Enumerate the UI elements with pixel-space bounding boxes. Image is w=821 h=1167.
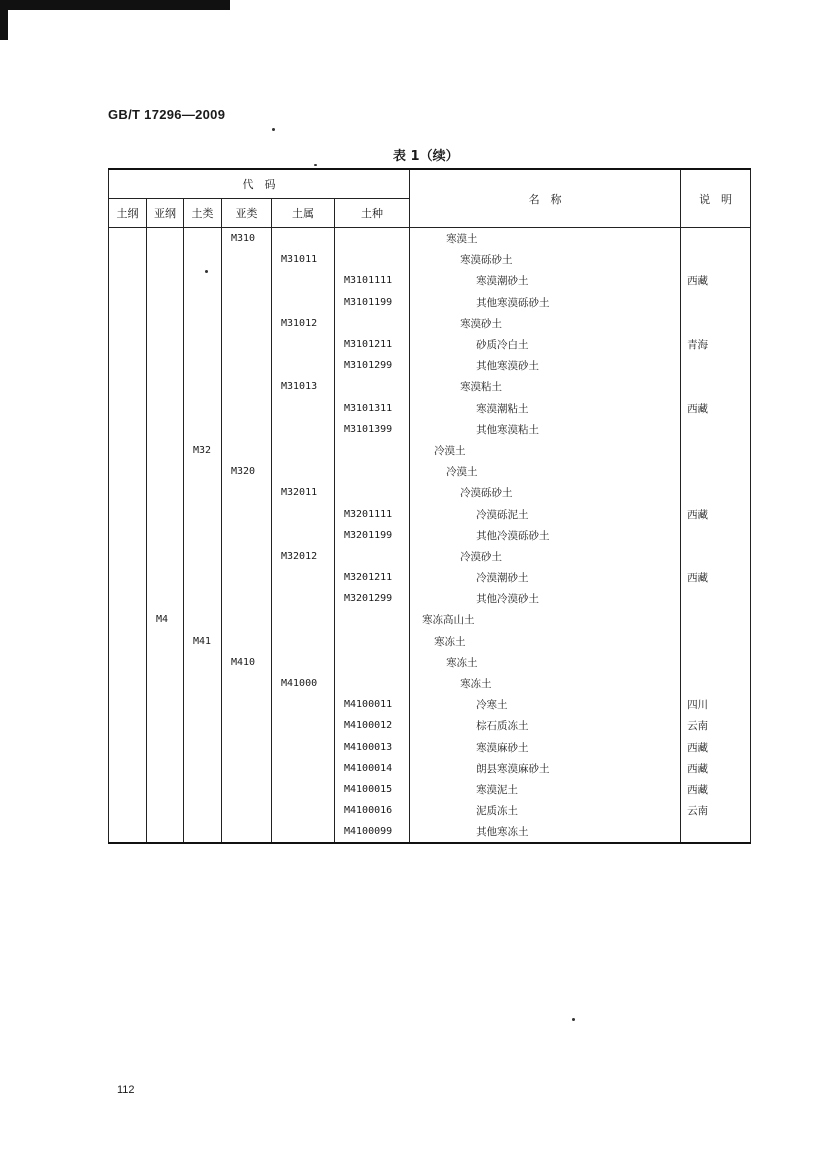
soil-name: 其他寒漠粘土 — [410, 419, 681, 440]
table-row — [109, 673, 751, 694]
code-suborder — [147, 249, 184, 270]
soil-name: 其他寒冻土 — [410, 821, 681, 843]
code-order — [109, 821, 147, 843]
code-suborder — [147, 652, 184, 673]
code-suborder — [147, 821, 184, 843]
code-species — [335, 376, 410, 397]
code-family — [272, 525, 335, 546]
code-suborder — [147, 737, 184, 758]
code-subgroup — [222, 270, 272, 291]
note-region — [681, 292, 751, 313]
code-group — [184, 292, 222, 313]
code-family — [272, 737, 335, 758]
code-species — [335, 440, 410, 461]
table-row — [109, 546, 751, 567]
code-family — [272, 758, 335, 779]
note-region — [681, 673, 751, 694]
note-region: 四川 — [681, 694, 751, 715]
code-order — [109, 567, 147, 588]
code-subgroup — [222, 567, 272, 588]
note-region — [681, 546, 751, 567]
column-header-subgroup: 亚类 — [222, 199, 272, 228]
code-subgroup — [222, 292, 272, 313]
code-species — [335, 461, 410, 482]
soil-name: 冷漠潮砂土 — [410, 567, 681, 588]
code-group — [184, 715, 222, 736]
code-order — [109, 609, 147, 630]
soil-name: 冷漠土 — [410, 440, 681, 461]
note-region: 西藏 — [681, 737, 751, 758]
note-region — [681, 376, 751, 397]
table-row — [109, 355, 751, 376]
code-species: M3101399 — [335, 419, 410, 440]
code-subgroup — [222, 673, 272, 694]
code-suborder: M4 — [147, 609, 184, 630]
note-region: 西藏 — [681, 779, 751, 800]
name-column-header: 名 称 — [410, 169, 681, 228]
code-suborder — [147, 715, 184, 736]
table-row — [109, 800, 751, 821]
code-order — [109, 270, 147, 291]
code-order — [109, 737, 147, 758]
code-subgroup — [222, 355, 272, 376]
soil-name: 寒漠土 — [410, 228, 681, 250]
code-subgroup — [222, 546, 272, 567]
scan-edge-mark — [0, 0, 230, 10]
note-region: 西藏 — [681, 270, 751, 291]
code-family — [272, 588, 335, 609]
code-order — [109, 334, 147, 355]
code-suborder — [147, 398, 184, 419]
note-region — [681, 313, 751, 334]
standard-number: GB/T 17296—2009 — [108, 107, 226, 122]
code-suborder — [147, 461, 184, 482]
table-row — [109, 525, 751, 546]
table-row — [109, 398, 751, 419]
code-suborder — [147, 525, 184, 546]
soil-name: 寒冻土 — [410, 652, 681, 673]
column-header-family: 土属 — [272, 199, 335, 228]
code-group — [184, 249, 222, 270]
table-row — [109, 758, 751, 779]
code-species — [335, 313, 410, 334]
code-species: M4100014 — [335, 758, 410, 779]
code-suborder — [147, 270, 184, 291]
soil-name: 其他冷漠砂土 — [410, 588, 681, 609]
code-species: M3201111 — [335, 503, 410, 524]
code-suborder — [147, 546, 184, 567]
code-suborder — [147, 694, 184, 715]
code-family — [272, 270, 335, 291]
table-row — [109, 567, 751, 588]
code-group — [184, 482, 222, 503]
code-order — [109, 652, 147, 673]
note-region — [681, 249, 751, 270]
table-caption: 表 1（续） — [393, 149, 459, 164]
note-region: 西藏 — [681, 503, 751, 524]
code-species: M3101111 — [335, 270, 410, 291]
soil-name: 泥质冻土 — [410, 800, 681, 821]
code-species — [335, 673, 410, 694]
soil-name: 冷寒土 — [410, 694, 681, 715]
code-suborder — [147, 292, 184, 313]
code-group — [184, 503, 222, 524]
code-family: M41000 — [272, 673, 335, 694]
code-order — [109, 292, 147, 313]
code-species: M4100099 — [335, 821, 410, 843]
code-group — [184, 652, 222, 673]
code-subgroup — [222, 334, 272, 355]
note-region — [681, 525, 751, 546]
table-row — [109, 779, 751, 800]
code-family: M31013 — [272, 376, 335, 397]
code-subgroup — [222, 694, 272, 715]
code-family: M31012 — [272, 313, 335, 334]
code-suborder — [147, 588, 184, 609]
code-subgroup — [222, 715, 272, 736]
table-row — [109, 419, 751, 440]
code-subgroup — [222, 588, 272, 609]
code-suborder — [147, 779, 184, 800]
code-order — [109, 249, 147, 270]
code-family — [272, 398, 335, 419]
code-group — [184, 758, 222, 779]
note-region — [681, 355, 751, 376]
code-subgroup — [222, 249, 272, 270]
code-species — [335, 546, 410, 567]
code-species: M3201299 — [335, 588, 410, 609]
code-group — [184, 673, 222, 694]
code-group — [184, 821, 222, 843]
code-species: M4100011 — [335, 694, 410, 715]
note-region — [681, 821, 751, 843]
code-order — [109, 503, 147, 524]
code-species: M4100012 — [335, 715, 410, 736]
table-row — [109, 313, 751, 334]
table-row — [109, 482, 751, 503]
code-suborder — [147, 673, 184, 694]
note-region — [681, 652, 751, 673]
note-region — [681, 482, 751, 503]
soil-name: 冷漠砾泥土 — [410, 503, 681, 524]
code-family — [272, 821, 335, 843]
soil-name: 寒漠潮砂土 — [410, 270, 681, 291]
code-group — [184, 525, 222, 546]
table-row — [109, 737, 751, 758]
code-order — [109, 461, 147, 482]
code-group — [184, 737, 222, 758]
code-order — [109, 546, 147, 567]
code-species — [335, 609, 410, 630]
code-family — [272, 652, 335, 673]
code-order — [109, 800, 147, 821]
code-family — [272, 609, 335, 630]
table-row — [109, 292, 751, 313]
code-order — [109, 673, 147, 694]
code-family — [272, 292, 335, 313]
soil-name: 寒冻土 — [410, 631, 681, 652]
code-group — [184, 398, 222, 419]
scan-speck — [314, 164, 317, 166]
code-order — [109, 440, 147, 461]
code-species — [335, 652, 410, 673]
code-order — [109, 398, 147, 419]
soil-name: 砂质冷白土 — [410, 334, 681, 355]
table-row — [109, 715, 751, 736]
soil-name: 其他冷漠砾砂土 — [410, 525, 681, 546]
table-row — [109, 609, 751, 630]
code-order — [109, 525, 147, 546]
note-region: 西藏 — [681, 758, 751, 779]
code-subgroup — [222, 313, 272, 334]
code-order — [109, 631, 147, 652]
code-family — [272, 334, 335, 355]
code-subgroup — [222, 482, 272, 503]
soil-name: 棕石质冻土 — [410, 715, 681, 736]
code-species — [335, 482, 410, 503]
note-region — [681, 588, 751, 609]
note-region: 云南 — [681, 715, 751, 736]
scan-speck — [205, 270, 208, 273]
table-row — [109, 440, 751, 461]
code-group — [184, 228, 222, 250]
code-group — [184, 779, 222, 800]
table-row — [109, 228, 751, 250]
code-subgroup — [222, 800, 272, 821]
code-group — [184, 270, 222, 291]
code-species: M3101311 — [335, 398, 410, 419]
code-species: M3201199 — [335, 525, 410, 546]
code-group — [184, 461, 222, 482]
code-group — [184, 800, 222, 821]
note-region — [681, 440, 751, 461]
code-family — [272, 461, 335, 482]
code-subgroup — [222, 419, 272, 440]
code-subgroup: M320 — [222, 461, 272, 482]
note-column-header: 说 明 — [681, 169, 751, 228]
code-suborder — [147, 313, 184, 334]
code-order — [109, 355, 147, 376]
code-species: M3101199 — [335, 292, 410, 313]
code-order — [109, 482, 147, 503]
code-family — [272, 440, 335, 461]
code-group — [184, 313, 222, 334]
table-row — [109, 334, 751, 355]
code-group — [184, 588, 222, 609]
table-row — [109, 821, 751, 843]
code-subgroup — [222, 376, 272, 397]
code-group — [184, 376, 222, 397]
soil-name: 冷漠土 — [410, 461, 681, 482]
code-family — [272, 631, 335, 652]
code-order — [109, 588, 147, 609]
code-species — [335, 631, 410, 652]
scan-edge-mark-left — [0, 0, 8, 40]
code-suborder — [147, 631, 184, 652]
code-suborder — [147, 758, 184, 779]
soil-name: 寒冻土 — [410, 673, 681, 694]
code-family — [272, 779, 335, 800]
code-subgroup — [222, 779, 272, 800]
code-subgroup — [222, 440, 272, 461]
code-subgroup — [222, 758, 272, 779]
note-region: 云南 — [681, 800, 751, 821]
code-family — [272, 419, 335, 440]
page-number: 112 — [117, 1084, 135, 1096]
note-region — [681, 461, 751, 482]
code-species: M4100015 — [335, 779, 410, 800]
code-subgroup — [222, 631, 272, 652]
soil-name: 其他寒漠砾砂土 — [410, 292, 681, 313]
table-row — [109, 588, 751, 609]
table-row — [109, 694, 751, 715]
column-header-group: 土类 — [184, 199, 222, 228]
code-suborder — [147, 800, 184, 821]
code-order — [109, 228, 147, 250]
code-suborder — [147, 503, 184, 524]
note-region — [681, 228, 751, 250]
code-subgroup — [222, 398, 272, 419]
column-header-order: 土纲 — [109, 199, 147, 228]
soil-name: 寒漠潮粘土 — [410, 398, 681, 419]
table-row — [109, 631, 751, 652]
table-row — [109, 249, 751, 270]
table-row — [109, 503, 751, 524]
soil-name: 寒漠麻砂土 — [410, 737, 681, 758]
code-species: M4100013 — [335, 737, 410, 758]
note-region — [681, 419, 751, 440]
note-region: 西藏 — [681, 567, 751, 588]
code-group — [184, 419, 222, 440]
code-family — [272, 228, 335, 250]
code-family: M31011 — [272, 249, 335, 270]
table-row — [109, 270, 751, 291]
code-group: M41 — [184, 631, 222, 652]
soil-name: 冷漠砾砂土 — [410, 482, 681, 503]
code-suborder — [147, 482, 184, 503]
code-species: M4100016 — [335, 800, 410, 821]
code-species: M3101299 — [335, 355, 410, 376]
code-suborder — [147, 440, 184, 461]
table-row — [109, 461, 751, 482]
code-suborder — [147, 355, 184, 376]
code-group-header: 代 码 — [109, 169, 410, 199]
code-subgroup — [222, 503, 272, 524]
code-order — [109, 376, 147, 397]
note-region — [681, 609, 751, 630]
code-family: M32011 — [272, 482, 335, 503]
code-order — [109, 779, 147, 800]
code-group — [184, 567, 222, 588]
soil-name: 寒漠砂土 — [410, 313, 681, 334]
soil-name: 寒漠粘土 — [410, 376, 681, 397]
code-group — [184, 355, 222, 376]
note-region — [681, 631, 751, 652]
soil-name: 寒漠砾砂土 — [410, 249, 681, 270]
scan-speck — [272, 128, 275, 131]
code-family — [272, 567, 335, 588]
code-subgroup — [222, 525, 272, 546]
soil-name: 寒漠泥土 — [410, 779, 681, 800]
code-order — [109, 694, 147, 715]
code-group: M32 — [184, 440, 222, 461]
code-suborder — [147, 419, 184, 440]
soil-name: 朗县寒漠麻砂土 — [410, 758, 681, 779]
table-row — [109, 376, 751, 397]
table-body — [109, 228, 751, 844]
code-subgroup — [222, 821, 272, 843]
code-family — [272, 800, 335, 821]
code-group — [184, 694, 222, 715]
code-suborder — [147, 228, 184, 250]
code-group — [184, 546, 222, 567]
code-family — [272, 503, 335, 524]
soil-name: 其他寒漠砂土 — [410, 355, 681, 376]
code-subgroup — [222, 609, 272, 630]
code-species: M3201211 — [335, 567, 410, 588]
code-order — [109, 313, 147, 334]
code-species — [335, 249, 410, 270]
column-header-suborder: 亚纲 — [147, 199, 184, 228]
code-order — [109, 419, 147, 440]
code-group — [184, 609, 222, 630]
table-row — [109, 652, 751, 673]
code-subgroup: M310 — [222, 228, 272, 250]
column-header-species: 土种 — [335, 199, 410, 228]
code-family — [272, 355, 335, 376]
code-order — [109, 715, 147, 736]
note-region: 西藏 — [681, 398, 751, 419]
note-region: 青海 — [681, 334, 751, 355]
code-family: M32012 — [272, 546, 335, 567]
code-species: M3101211 — [335, 334, 410, 355]
scan-speck — [572, 1018, 575, 1021]
code-family — [272, 694, 335, 715]
code-suborder — [147, 376, 184, 397]
code-family — [272, 715, 335, 736]
code-order — [109, 758, 147, 779]
code-group — [184, 334, 222, 355]
soil-name: 冷漠砂土 — [410, 546, 681, 567]
code-subgroup: M410 — [222, 652, 272, 673]
code-suborder — [147, 334, 184, 355]
code-subgroup — [222, 737, 272, 758]
code-suborder — [147, 567, 184, 588]
code-species — [335, 228, 410, 250]
soil-name: 寒冻高山土 — [410, 609, 681, 630]
